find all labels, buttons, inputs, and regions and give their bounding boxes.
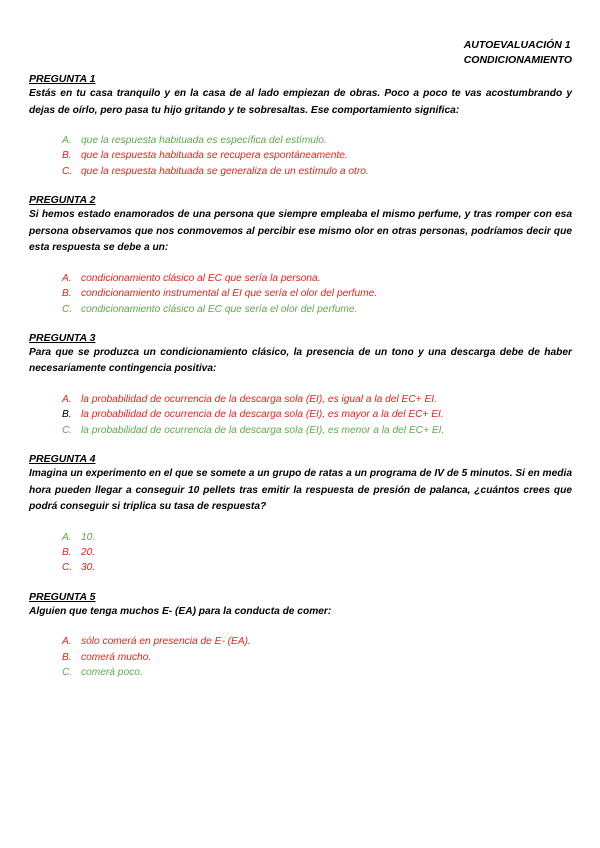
option-text: la probabilidad de ocurrencia de la descarga sola (EI), es igual a la del EC+ EI. <box>81 393 437 405</box>
option-text: la probabilidad de ocurrencia de la descarga sola (EI), es menor a la del EC+ EI. <box>81 424 445 436</box>
option-letter: C. <box>62 165 73 177</box>
question-title: PREGUNTA 2 <box>29 194 96 207</box>
option-list <box>29 530 572 576</box>
option-letter: A. <box>62 393 72 405</box>
option-list <box>29 634 572 680</box>
option-text: comerá poco. <box>81 667 143 679</box>
option-text: que la respuesta habituada es específica del estímulo. <box>81 135 327 146</box>
option-letter: C. <box>62 667 73 679</box>
option-a[interactable] <box>62 392 572 407</box>
question-title: PREGUNTA 1 <box>29 73 96 85</box>
option-letter: B. <box>62 150 72 162</box>
option-text: condicionamiento clásico al EC que sería el olor del perfume. <box>81 303 358 315</box>
question-5 <box>29 590 572 681</box>
option-text: sólo comerá en presencia de E- (EA). <box>81 636 251 648</box>
option-a[interactable] <box>62 634 572 649</box>
option-text: 30. <box>81 562 96 574</box>
question-text: Imagina un experimento en el que se somete a un grupo de ratas a un programa de IV de 5 minutos. Si en media hora pueden llegar a conseguir 10 pellets tras emitir la respuesta de presión de palanca, ¿cuántos crees que podrá conseguir si triplica su tasa de respuesta? <box>29 468 572 513</box>
question-text: Si hemos estado enamorados de una persona que siempre empleaba el mismo perfume, y tras romper con esa persona observamos que nos conmovemos al percibir ese mismo olor en otras personas, podríamos decir que esta respuesta se debe a un: <box>29 209 572 254</box>
option-c[interactable] <box>62 302 572 317</box>
option-text: que la respuesta habituada se recupera espontáneamente. <box>81 150 348 162</box>
option-text: 20. <box>81 547 96 559</box>
question-text: Alguien que tenga muchos E- (EA) para la conducta de comer: <box>29 605 332 617</box>
option-list <box>29 271 572 317</box>
question-title: PREGUNTA 4 <box>29 453 96 466</box>
option-c[interactable] <box>62 423 572 438</box>
option-b[interactable] <box>62 286 572 301</box>
option-letter: B. <box>62 651 72 663</box>
option-c[interactable] <box>62 560 572 575</box>
option-text: la probabilidad de ocurrencia de la descarga sola (EI), es mayor a la del EC+ EI. <box>81 409 444 421</box>
option-letter: C. <box>62 562 73 574</box>
question-text: Estás en tu casa tranquilo y en la casa de al lado empiezan de obras. Poco a poco te vas acostumbrando y dejas de oírlo, pero pasa tu hijo gritando y te sobresaltas. Ese comportamiento significa: <box>29 88 572 116</box>
option-list <box>29 392 572 438</box>
option-text: que la respuesta habituada se generaliza de un estímulo a otro. <box>81 165 369 177</box>
question-text: Para que se produzca un condicionamiento clásico, la presencia de un tono y una descarga debe de haber necesariamente contingencia positiva: <box>29 346 572 375</box>
option-letter: B. <box>62 288 72 300</box>
question-1 <box>29 72 572 179</box>
option-b[interactable] <box>62 650 572 665</box>
question-2 <box>29 193 572 317</box>
question-title: PREGUNTA 5 <box>29 590 96 603</box>
option-letter: A. <box>62 636 72 648</box>
header-subtitle: CONDICIONAMIENTO <box>463 54 572 66</box>
option-letter: A. <box>62 135 72 146</box>
option-text: comerá mucho. <box>81 651 152 663</box>
option-a[interactable] <box>62 530 572 545</box>
option-list <box>29 133 572 179</box>
option-letter: C. <box>62 424 73 436</box>
option-letter: A. <box>62 272 72 284</box>
questions-container <box>29 72 572 695</box>
document-header <box>464 38 572 68</box>
header-title: AUTOEVALUACIÓN 1 <box>463 39 571 51</box>
option-letter: B. <box>62 547 72 559</box>
question-4 <box>29 452 572 576</box>
question-3 <box>29 331 572 438</box>
option-b[interactable] <box>62 148 572 163</box>
option-c[interactable] <box>62 164 572 179</box>
option-letter: B. <box>62 409 72 421</box>
option-c[interactable] <box>62 665 572 680</box>
option-text: 10. <box>81 531 96 543</box>
option-b[interactable] <box>62 407 572 422</box>
option-letter: C. <box>62 303 73 315</box>
option-text: condicionamiento clásico al EC que sería la persona. <box>81 272 321 284</box>
option-a[interactable] <box>62 133 572 148</box>
option-a[interactable] <box>62 271 572 286</box>
option-text: condicionamiento instrumental al EI que sería el olor del perfume. <box>81 288 378 300</box>
option-b[interactable] <box>62 545 572 560</box>
option-letter: A. <box>62 531 72 543</box>
question-title: PREGUNTA 3 <box>29 331 96 344</box>
